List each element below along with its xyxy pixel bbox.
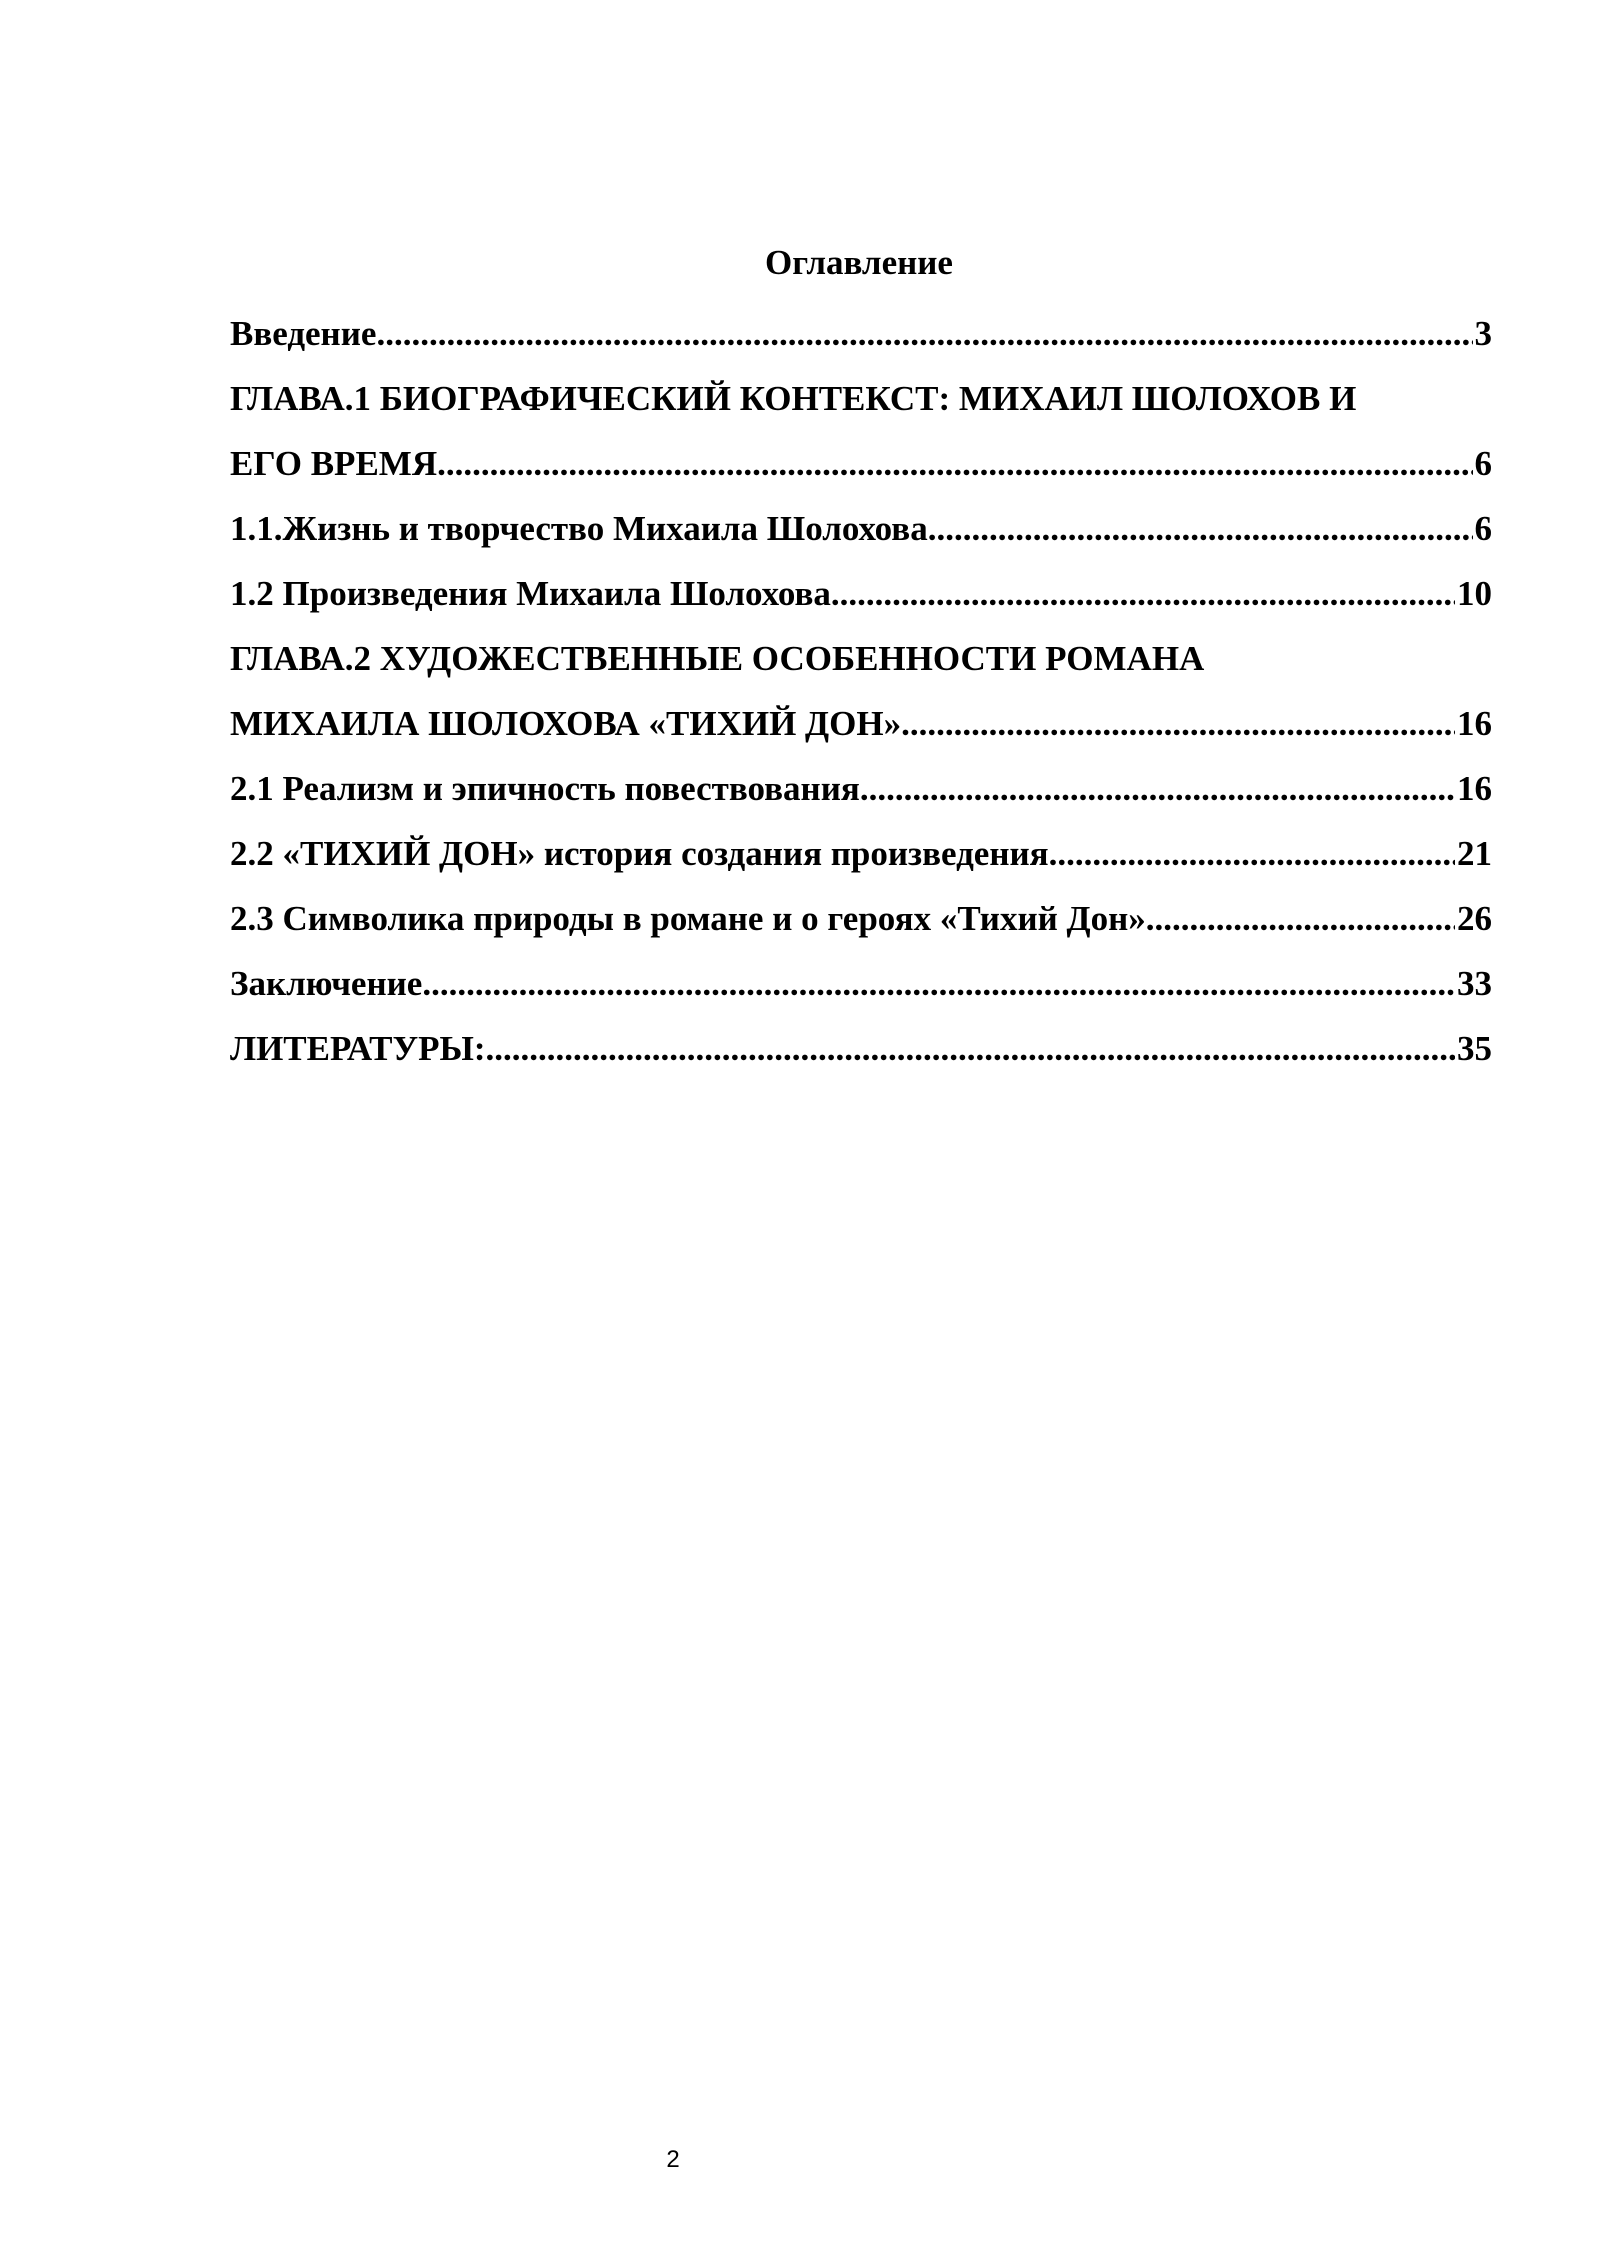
toc-page-number: 16 [1457,704,1492,743]
toc-entry-conclusion[interactable] [230,951,1492,1016]
toc-entry-section-2-3[interactable] [230,886,1492,951]
toc-entry-section-1-1[interactable] [230,496,1492,561]
table-of-contents [230,301,1492,1081]
toc-line [230,431,1492,496]
toc-entry-text: 1.2 Произведения Михаила Шолохова [230,574,831,613]
toc-line [230,951,1492,1016]
toc-entry-text: 1.1.Жизнь и творчество Михаила Шолохова [230,509,928,548]
toc-leader-dots [486,1016,1455,1081]
toc-leader-dots [422,951,1455,1016]
toc-leader-dots [1049,821,1455,886]
toc-entry-text: 2.3 Символика природы в романе и о героях «Тихий Дон» [230,899,1146,938]
toc-line [230,1016,1492,1081]
toc-page-number: 33 [1457,964,1492,1003]
toc-leader-dots [860,756,1455,821]
toc-line [230,886,1492,951]
toc-page-number: 35 [1457,1029,1492,1068]
toc-page-number: 6 [1474,509,1492,548]
toc-line [230,821,1492,886]
page-number: 2 [666,2146,680,2173]
toc-entry-text-line-1: ГЛАВА.2 ХУДОЖЕСТВЕННЫЕ ОСОБЕННОСТИ РОМАНА [230,639,1205,678]
toc-page-number: 16 [1457,769,1492,808]
toc-entry-text: ЛИТЕРАТУРЫ: [230,1029,486,1068]
toc-entry-text: Введение [230,314,377,353]
toc-entry-text: 2.2 «ТИХИЙ ДОН» история создания произведения [230,834,1049,873]
toc-leader-dots [376,301,1472,366]
toc-page-number: 10 [1457,574,1492,613]
toc-page-number: 21 [1457,834,1492,873]
toc-line [230,561,1492,626]
toc-line [230,691,1492,756]
toc-entry-chapter-1[interactable] [230,366,1492,496]
toc-entry-section-1-2[interactable] [230,561,1492,626]
toc-entry-text: Заключение [230,964,423,1003]
toc-entry-chapter-2[interactable] [230,626,1492,756]
toc-entry-section-2-1[interactable] [230,756,1492,821]
toc-leader-dots [901,691,1455,756]
toc-page-number: 26 [1457,899,1492,938]
toc-entry-text-line-2: МИХАИЛА ШОЛОХОВА «ТИХИЙ ДОН» [230,704,902,743]
toc-entry-literature[interactable] [230,1016,1492,1081]
toc-leader-dots [437,431,1472,496]
toc-entry-section-2-2[interactable] [230,821,1492,886]
toc-title: Оглавление [765,243,953,282]
toc-entry-text-line-1: ГЛАВА.1 БИОГРАФИЧЕСКИЙ КОНТЕКСТ: МИХАИЛ ШОЛОХОВ И [230,379,1357,418]
toc-entry-text-line-2: ЕГО ВРЕМЯ [230,444,438,483]
toc-entry-text: 2.1 Реализм и эпичность повествования [230,769,860,808]
toc-leader-dots [928,496,1473,561]
toc-page-number: 3 [1474,314,1492,353]
toc-line [230,756,1492,821]
toc-line [230,496,1492,561]
toc-line [230,301,1492,366]
toc-entry-introduction[interactable] [230,301,1492,366]
toc-leader-dots [1146,886,1455,951]
toc-leader-dots [831,561,1455,626]
toc-page-number: 6 [1474,444,1492,483]
